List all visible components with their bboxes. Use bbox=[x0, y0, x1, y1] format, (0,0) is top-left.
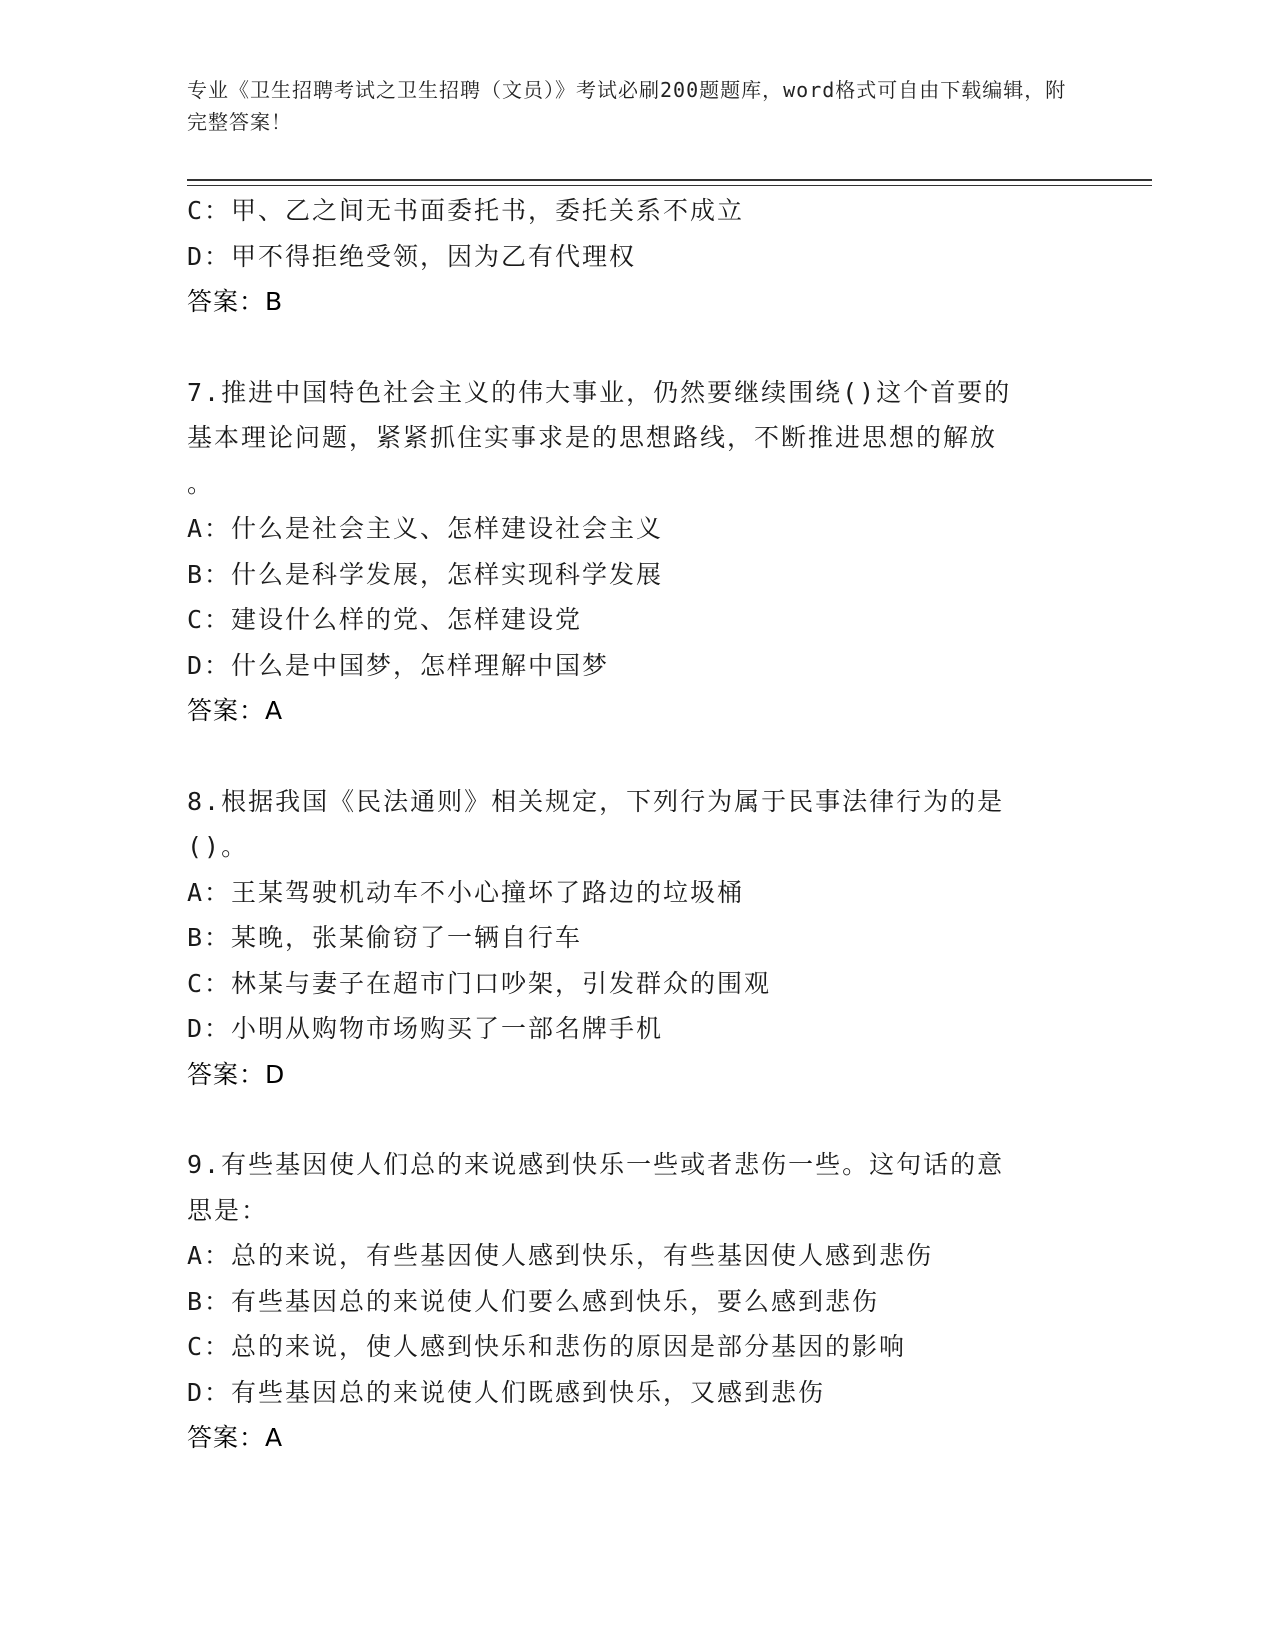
answer-label: 答案：A bbox=[187, 1423, 284, 1452]
answer-label: 答案：B bbox=[187, 287, 284, 316]
option-c: C：总的来说，使人感到快乐和悲伤的原因是部分基因的影响 bbox=[187, 1332, 907, 1361]
question-9 bbox=[187, 1142, 1067, 1461]
option-a: A：总的来说，有些基因使人感到快乐，有些基因使人感到悲伤 bbox=[187, 1241, 934, 1270]
question-text-line: 思是： bbox=[187, 1195, 269, 1225]
option-a: A：什么是社会主义、怎样建设社会主义 bbox=[187, 514, 664, 543]
question-6-continuation bbox=[187, 188, 1067, 325]
question-text-line: 8.根据我国《民法通则》相关规定，下列行为属于民事法律行为的是 bbox=[187, 786, 1005, 816]
document-header: 专业《卫生招聘考试之卫生招聘（文员）》考试必刷200题题库，word格式可自由下载编辑，附完整答案！ bbox=[187, 78, 1067, 134]
answer-label: 答案：A bbox=[187, 696, 284, 725]
question-text-line: 基本理论问题，紧紧抓住实事求是的思想路线，不断推进思想的解放 bbox=[187, 423, 998, 452]
option-a: A：王某驾驶机动车不小心撞坏了路边的垃圾桶 bbox=[187, 877, 745, 907]
answer-label: 答案：D bbox=[187, 1059, 286, 1089]
option-b: B：某晚，张某偷窃了一辆自行车 bbox=[187, 923, 583, 952]
question-text-line: 。 bbox=[187, 468, 215, 498]
option-c: C：建设什么样的党、怎样建设党 bbox=[187, 605, 583, 634]
question-7 bbox=[187, 370, 1067, 734]
question-text-line: ()。 bbox=[187, 832, 249, 861]
question-text-line: 9.有些基因使人们总的来说感到快乐一些或者悲伤一些。这句话的意 bbox=[187, 1150, 1005, 1179]
question-8 bbox=[187, 779, 1067, 1098]
question-text-line: 7.推进中国特色社会主义的伟大事业，仍然要继续围绕()这个首要的 bbox=[187, 377, 1012, 407]
option-d: D：有些基因总的来说使人们既感到快乐，又感到悲伤 bbox=[187, 1377, 826, 1407]
option-c: C：林某与妻子在超市门口吵架，引发群众的围观 bbox=[187, 968, 772, 998]
option-d: D：小明从购物市场购买了一部名牌手机 bbox=[187, 1014, 664, 1043]
header-divider-thin bbox=[187, 185, 1152, 186]
option-d: D：甲不得拒绝受领，因为乙有代理权 bbox=[187, 241, 637, 271]
document-body bbox=[187, 188, 1067, 1461]
option-b: B：有些基因总的来说使人们要么感到快乐，要么感到悲伤 bbox=[187, 1286, 880, 1316]
header-divider bbox=[187, 179, 1152, 181]
option-d: D：什么是中国梦，怎样理解中国梦 bbox=[187, 650, 610, 680]
option-c: C：甲、乙之间无书面委托书，委托关系不成立 bbox=[187, 196, 745, 225]
option-b: B：什么是科学发展，怎样实现科学发展 bbox=[187, 559, 664, 589]
